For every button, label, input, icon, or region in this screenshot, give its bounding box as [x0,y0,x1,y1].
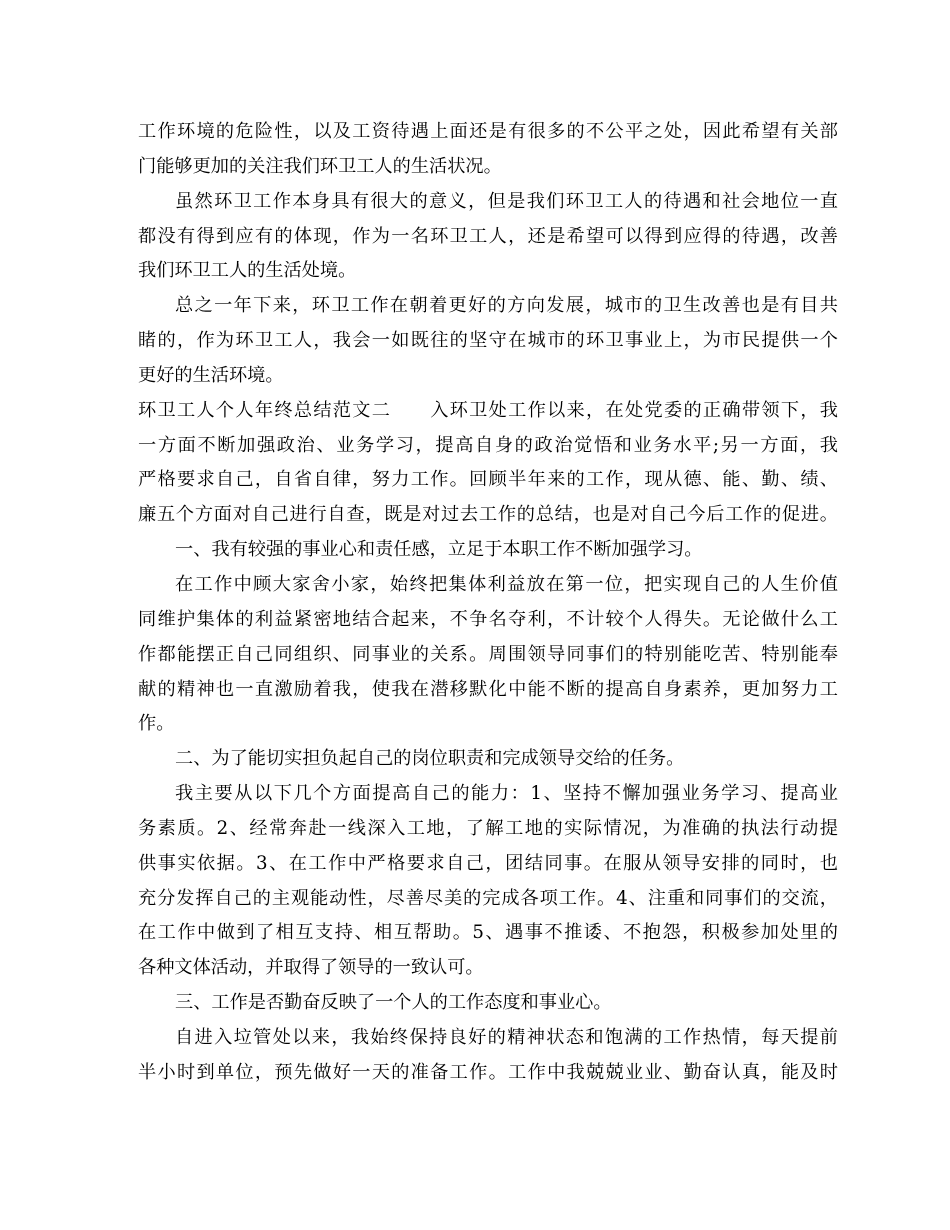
text-line: 同维护集体的利益紧密地结合起来，不争名夺利，不计较个人得失。无论做什么工 [138,608,838,630]
text-line: 供事实依据。3、在工作中严格要求自己，团结同事。在服从领导安排的同时，也 [138,852,838,874]
text-line: 在工作中做到了相互支持、相互帮助。5、遇事不推诿、不抱怨，积极参加处里的 [138,922,838,944]
paragraph-start-line: 自进入垃管处以来，我始终保持良好的精神状态和饱满的工作热情，每天提前 [175,1026,838,1048]
heading-line: 三、工作是否勤奋反映了一个人的工作态度和事业心。 [175,992,612,1014]
text-line: 半小时到单位，预先做好一天的准备工作。工作中我兢兢业业、勤奋认真，能及时 [138,1061,838,1083]
heading-line: 二、为了能切实担负起自己的岗位职责和完成领导交给的任务。 [175,748,685,770]
text-line: 廉五个方面对自己进行自查，既是对过去工作的总结，也是对自己今后工作的促进。 [138,504,838,526]
text-line: 作都能摆正自己同组织、同事业的关系。周围领导同事们的特别能吃苦、特别能奉 [138,643,838,665]
text-line: 作。 [138,713,175,735]
paragraph-start-line: 虽然环卫工作本身具有很大的意义，但是我们环卫工人的待遇和社会地位一直 [175,190,838,212]
text-line: 都没有得到应有的体现，作为一名环卫工人，还是希望可以得到应得的待遇，改善 [138,225,838,247]
text-line: 睹的，作为环卫工人，我会一如既往的坚守在城市的环卫事业上，为市民提供一个 [138,330,838,352]
text-line: 献的精神也一直激励着我，使我在潜移默化中能不断的提高自身素养，更加努力工 [138,678,838,700]
text-line: 各种文体活动，并取得了领导的一致认可。 [138,957,484,979]
text-line: 更好的生活环境。 [138,364,284,386]
document-body [138,115,838,1091]
heading-line: 一、我有较强的事业心和责任感，立足于本职工作不断加强学习。 [175,539,703,561]
text-line: 工作环境的危险性，以及工资待遇上面还是有很多的不公平之处，因此希望有关部 [138,121,838,142]
text-line: 门能够更加的关注我们环卫工人的生活状况。 [138,155,502,177]
text-line: 一方面不断加强政治、业务学习，提高自身的政治觉悟和业务水平;另一方面，我 [138,434,838,456]
text-line: 务素质。2、经常奔赴一线深入工地，了解工地的实际情况，为准确的执法行动提 [138,817,838,839]
paragraph-start-line: 总之一年下来，环卫工作在朝着更好的方向发展，城市的卫生改善也是有目共 [175,295,838,317]
paragraph-start-line: 我主要从以下几个方面提高自己的能力：1、坚持不懈加强业务学习、提高业 [175,783,838,805]
text-line: 充分发挥自己的主观能动性，尽善尽美的完成各项工作。4、注重和同事们的交流， [138,887,838,909]
paragraph-start-line: 在工作中顾大家舍小家，始终把集体利益放在第一位，把实现自己的人生价值 [175,573,838,595]
text-line: 我们环卫工人的生活处境。 [138,260,357,282]
section-title-line: 环卫工人个人年终总结范文二 入环卫处工作以来，在处党委的正确带领下，我 [138,399,838,421]
text-line: 严格要求自己，自省自律，努力工作。回顾半年来的工作，现从德、能、勤、绩、 [138,469,838,491]
